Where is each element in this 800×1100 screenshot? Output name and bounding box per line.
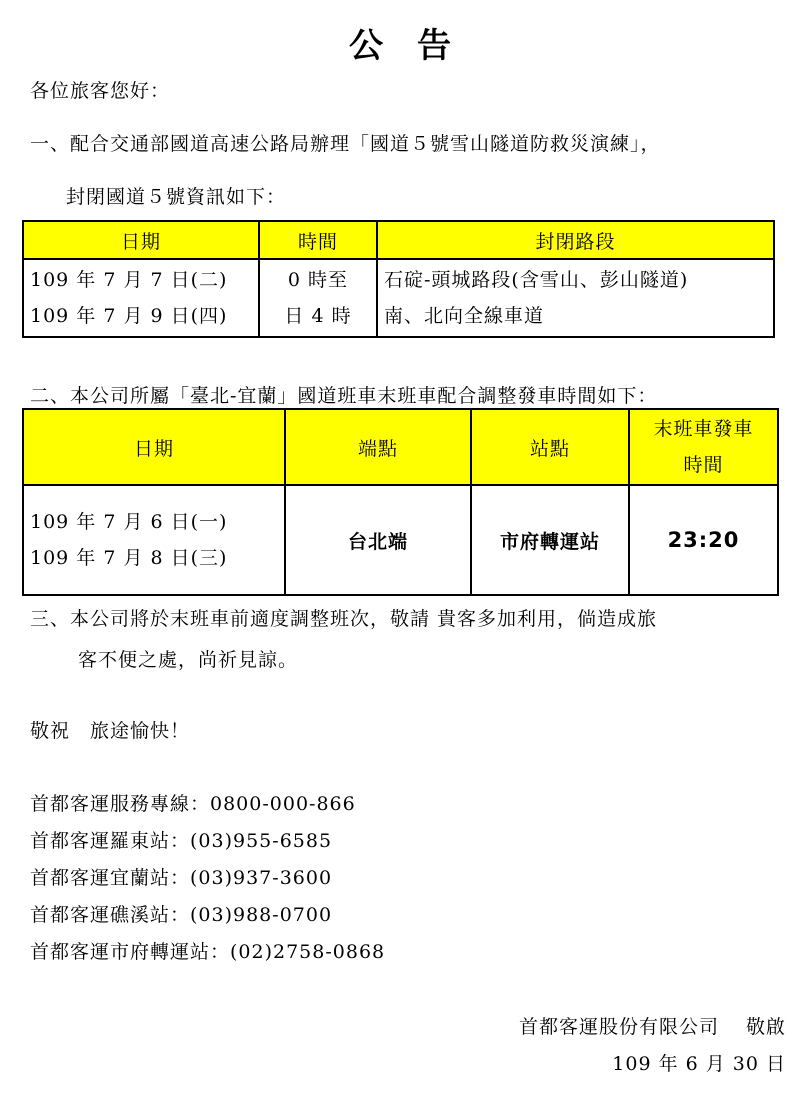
closure-section-2: 南、北向全線車道 [384,305,545,327]
schedule-header-last-bus [629,409,778,485]
closure-header-section: 封閉路段 [377,221,774,259]
closure-date-1: 109 年 7 月 7 日(二) [30,269,228,291]
schedule-header-last-bus-line2: 時間 [683,454,724,476]
closure-section-1: 石碇-頭城路段(含雪山、彭山隧道) [384,269,689,291]
contact-jiaoxi: 首都客運礁溪站：(03)988-0700 [30,904,333,926]
schedule-date-2: 109 年 7 月 8 日(三) [30,547,228,569]
schedule-date-1: 109 年 7 月 6 日(一) [30,511,228,533]
contact-service-line: 首都客運服務專線：0800-000-866 [30,793,356,815]
closure-section-cell [377,259,774,337]
signature: 首都客運股份有限公司 敬啟 [518,1016,786,1038]
item1-line2: 封閉國道５號資訊如下： [66,186,287,208]
contact-yilan: 首都客運宜蘭站：(03)937-3600 [30,867,333,889]
schedule-header-station: 站點 [471,409,629,485]
closure-time-cell [259,259,377,337]
closure-header-time: 時間 [259,221,377,259]
notice-date: 109 年 6 月 30 日 [612,1053,786,1075]
schedule-header-last-bus-line1: 末班車發車 [653,418,754,440]
closure-dates-cell [23,259,259,337]
schedule-table [22,408,779,596]
closure-date-2: 109 年 7 月 9 日(四) [30,305,228,327]
schedule-time: 23:20 [629,485,778,595]
schedule-station: 市府轉運站 [471,485,629,595]
closure-header-date: 日期 [23,221,259,259]
item1-line1: 一、配合交通部國道高速公路局辦理「國道５號雪山隧道防救災演練」， [30,133,661,155]
schedule-dates-cell [23,485,285,595]
item3-line2: 客不便之處，尚祈見諒。 [78,649,299,671]
closure-time-2: 日 4 時 [284,305,352,327]
closure-time-1: 0 時至 [287,269,349,291]
item2-line: 二、本公司所屬「臺北-宜蘭」國道班車末班車配合調整發車時間如下： [30,385,658,407]
closing: 敬祝 旅途愉快！ [30,720,191,742]
schedule-endpoint: 台北端 [285,485,471,595]
schedule-header-endpoint: 端點 [285,409,471,485]
item3-line1: 三、本公司將於末班車前適度調整班次，敬請 貴客多加利用，倘造成旅 [30,608,658,630]
greeting: 各位旅客您好： [30,80,171,102]
contact-luodong: 首都客運羅東站：(03)955-6585 [30,830,333,852]
contact-city-hall: 首都客運市府轉運站：(02)2758-0868 [30,941,386,963]
schedule-header-date: 日期 [23,409,285,485]
notice-title: 公告 [349,26,485,66]
closure-table [22,220,775,338]
